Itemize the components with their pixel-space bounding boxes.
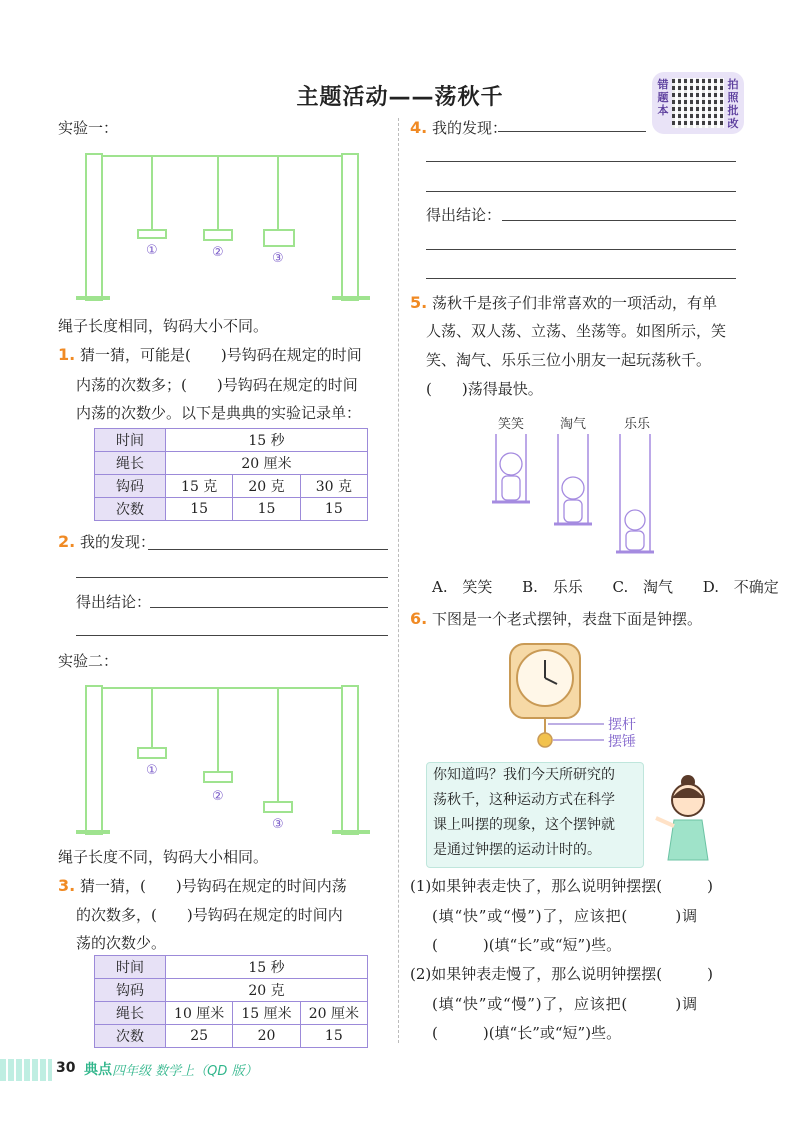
table-cell: 20 厘米 [166,452,368,475]
q4-conclude-blank-3[interactable] [426,277,736,279]
q6-p1-line2: (填“快”或“慢”)了，应该把( )调 [432,907,698,925]
tip-line-4: 是通过钟摆的运动计时的。 [433,842,601,858]
kid-label-lele: 乐乐 [624,417,651,432]
swing-illustration [480,412,670,562]
q4-conclude-blank[interactable] [502,219,736,221]
girl-illustration [650,772,720,862]
did-you-know-box [426,762,644,868]
table-cell: 20 克 [233,475,300,498]
table-cell: 15 克 [166,475,233,498]
table-cell: 绳长 [95,452,166,475]
q5-text-3: 笑、淘气、乐乐三位小朋友一起玩荡秋千。 [426,351,712,369]
q6-p2-line1: (2)如果钟表走慢了，那么说明钟摆摆( ) [410,965,713,983]
q4-find-blank[interactable] [498,130,646,132]
q5-text-4: ( )荡得最快。 [426,380,543,398]
exp1-marker-1: ① [146,243,158,258]
q1-number: 1. [58,345,76,364]
q5-options [432,572,779,602]
badge-left-label: 错 题 本 [657,78,669,117]
q6-intro: 下图是一个老式摆钟，表盘下面是钟摆。 [432,610,703,628]
q2-find-row [58,527,155,557]
q2-conclude-label: 得出结论： [76,593,152,611]
rod-label: 摆杆 [608,717,636,733]
kid-lele-icon [625,510,645,530]
table-cell: 30 克 [300,475,367,498]
tip-line-1: 你知道吗？我们今天所研究的 [433,767,615,783]
q3-number: 3. [58,876,76,895]
table-cell: 15 [166,498,233,521]
page-footer [0,1056,800,1086]
tip-line-2: 荡秋千，这种运动方式在科学 [433,792,615,808]
q6-intro-row [410,604,702,634]
table-cell: 20 厘米 [300,1002,367,1025]
q6-p2-line2: (填“快”或“慢”)了，应该把( )调 [432,995,698,1013]
q6-number: 6. [410,609,428,628]
table-cell: 次数 [95,1025,166,1048]
table-cell: 15 [300,498,367,521]
q4-number: 4. [410,118,428,137]
q5-number: 5. [410,293,428,312]
q5-option-a[interactable]: A. 笑笑 [432,578,493,596]
exp2-label: 实验二： [58,652,119,670]
table-cell: 15 [233,498,300,521]
q5-option-d[interactable]: D. 不确定 [702,578,779,596]
q4-find-label: 我的发现： [432,119,508,137]
page-title: 主题活动——荡秋千 [296,85,504,110]
table-cell: 25 [166,1025,233,1048]
exp1-desc: 绳子长度相同，钩码大小不同。 [58,317,269,335]
brand-logo: 典点 [84,1062,112,1078]
q4-find-row [410,113,507,143]
q2-find-blank-2[interactable] [76,576,388,578]
q4-find-blank-3[interactable] [426,190,736,192]
badge-right-label: 拍 照 批 改 [727,78,739,130]
exp2-desc: 绳子长度不同，钩码大小相同。 [58,848,269,866]
q3-text-2: 的次数多，( )号钩码在规定的时间内 [76,906,343,924]
q4-find-blank-2[interactable] [426,160,736,162]
exp2-marker-3: ③ [272,817,284,832]
q3-line1 [58,871,347,901]
q1-record-table [94,428,368,521]
tip-line-3: 课上叫摆的现象，这个摆钟就 [433,817,615,833]
q5-text-1: 荡秋千是孩子们非常喜欢的一项活动，有单 [432,294,718,312]
table-cell: 次数 [95,498,166,521]
q5-option-c[interactable]: C. 淘气 [612,578,673,596]
column-divider [398,118,399,1043]
kid-label-xiaoxiao: 笑笑 [498,417,525,432]
q3-text-1: 猜一猜，( )号钩码在规定的时间内荡 [80,877,347,895]
book-title: 四年级 数学上（QD 版） [112,1064,258,1079]
q2-find-blank[interactable] [148,548,388,550]
exp2-diagram [70,682,380,840]
table-cell: 20 [233,1025,300,1048]
table-cell: 钩码 [95,475,166,498]
table-cell: 15 [300,1025,367,1048]
kid-label-taoqi: 淘气 [560,417,587,432]
kid-xiaoxiao-icon [500,453,522,475]
q1-text-2: 内荡的次数多；( )号钩码在规定的时间 [76,376,358,394]
table-cell: 绳长 [95,1002,166,1025]
exp1-marker-3: ③ [272,251,284,266]
q3-record-table [94,955,368,1048]
table-cell: 10 厘米 [166,1002,233,1025]
exp1-label: 实验一： [58,119,119,137]
q1-line1 [58,340,362,370]
q2-conclude-blank[interactable] [150,606,388,608]
exp2-marker-2: ② [212,789,224,804]
q6-p1-line1: (1)如果钟表走快了，那么说明钟摆摆( ) [410,877,713,895]
table-cell: 20 克 [166,979,368,1002]
qr-badge[interactable] [652,72,744,134]
pendulum-clock-illustration [500,640,660,752]
q4-conclude-label: 得出结论： [426,206,502,224]
table-cell: 钩码 [95,979,166,1002]
table-cell: 15 秒 [166,956,368,979]
kid-taoqi-icon [562,477,584,499]
q6-p1-line3: ( )(填“长”或“短”)些。 [432,936,622,954]
q2-find-label: 我的发现： [80,533,156,551]
page-number: 30 [56,1060,76,1076]
q1-text-3: 内荡的次数少。以下是典典的实验记录单： [76,404,362,422]
q5-text-2: 人荡、双人荡、立荡、坐荡等。如图所示，笑 [426,322,727,340]
q3-text-3: 荡的次数少。 [76,934,167,952]
exp2-marker-1: ① [146,763,158,778]
table-cell: 15 秒 [166,429,368,452]
q2-conclude-blank-2[interactable] [76,634,388,636]
table-cell: 15 厘米 [233,1002,300,1025]
q6-p2-line3: ( )(填“长”或“短”)些。 [432,1024,622,1042]
table-cell: 时间 [95,956,166,979]
exp1-marker-2: ② [212,245,224,260]
q1-text-1: 猜一猜，可能是( )号钩码在规定的时间 [80,346,362,364]
q2-number: 2. [58,532,76,551]
exp1-diagram [70,150,380,305]
q5-line1 [410,288,717,318]
table-cell: 时间 [95,429,166,452]
bob-label: 摆锤 [608,734,636,750]
q4-conclude-blank-2[interactable] [426,248,736,250]
pendulum-bob-icon [538,733,552,747]
q5-option-b[interactable]: B. 乐乐 [522,578,583,596]
